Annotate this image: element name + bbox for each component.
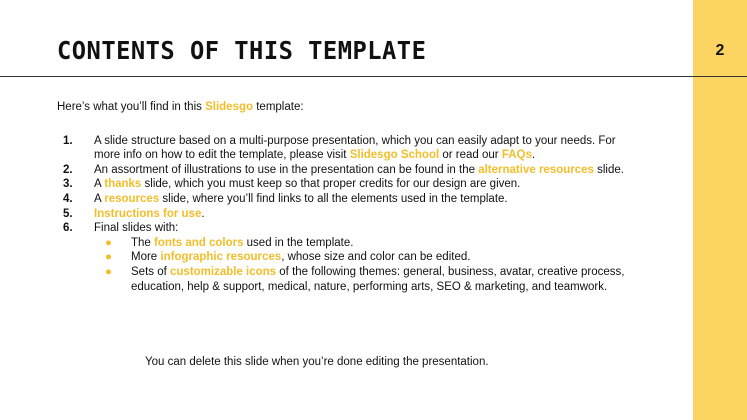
bullet-icon: ●	[105, 265, 112, 278]
intro-highlight: Slidesgo	[205, 101, 254, 113]
list-item	[57, 207, 637, 222]
sub-list-item	[94, 265, 637, 294]
page-title: CONTENTS OF THIS TEMPLATE	[57, 36, 427, 65]
highlight-link[interactable]: FAQs	[501, 149, 532, 162]
sub-list-item	[94, 250, 637, 265]
list-item-number: 6.	[63, 222, 73, 235]
intro-after: template:	[253, 101, 304, 113]
list-item-text: .	[201, 207, 205, 220]
page-number: 2	[715, 42, 725, 59]
highlight-link[interactable]: fonts and colors	[154, 236, 244, 249]
list-item-number: 1.	[63, 134, 73, 147]
list-item-text: slide, which you must keep so that proper credits for our design are given.	[141, 178, 521, 191]
sub-list-text: Sets of	[131, 265, 170, 278]
footer-note: You can delete this slide when you’re done editing the presentation.	[145, 356, 489, 368]
list-item-text: A	[94, 178, 105, 191]
sub-list	[94, 236, 637, 294]
contents-list	[57, 134, 637, 295]
contents-body	[57, 100, 637, 294]
list-item-number: 4.	[63, 192, 73, 205]
list-item	[57, 163, 637, 178]
list-item	[57, 192, 637, 207]
sub-list-text: The	[131, 236, 155, 249]
title-divider	[0, 76, 747, 77]
highlight-link[interactable]: infographic resources	[160, 251, 282, 264]
highlight-link[interactable]: Instructions for use	[94, 207, 202, 220]
list-item	[57, 221, 637, 294]
list-item-text: An assortment of illustrations to use in the presentation can be found in the	[94, 163, 479, 176]
list-item-text: A slide structure based on a multi-purpose presentation, which you can easily adapt to your needs. For more info on how to edit the template, please visit	[94, 134, 616, 162]
list-item-text: or read our	[439, 149, 502, 162]
list-item-text: slide, where you’ll find links to all the elements used in the template.	[159, 192, 508, 205]
bullet-icon: ●	[105, 251, 112, 264]
highlight-link[interactable]: alternative resources	[478, 163, 594, 176]
intro-before: Here’s what you’ll find in this	[57, 101, 206, 113]
accent-sidebar	[693, 0, 747, 420]
list-item-number: 5.	[63, 207, 73, 220]
bullet-icon: ●	[105, 236, 112, 249]
list-item-number: 3.	[63, 178, 73, 191]
list-item-text: .	[531, 149, 536, 162]
highlight-link[interactable]: Slidesgo School	[349, 149, 440, 162]
list-item-text: Final slides with:	[94, 222, 179, 235]
highlight-link[interactable]: customizable icons	[170, 265, 277, 278]
list-item	[57, 134, 637, 163]
list-item-text: slide.	[593, 163, 624, 176]
highlight-link[interactable]: thanks	[104, 178, 142, 191]
sub-list-item	[94, 236, 637, 251]
highlight-link[interactable]: resources	[104, 192, 160, 205]
list-item-text: A	[94, 192, 105, 205]
list-item-number: 2.	[63, 163, 73, 176]
sub-list-text: , whose size and color can be edited.	[281, 251, 471, 264]
list-item	[57, 177, 637, 192]
sub-list-text: used in the template.	[243, 236, 354, 249]
intro-text	[57, 100, 637, 115]
sub-list-text: More	[131, 251, 161, 264]
sub-list-text: of the following themes: general, business, avatar, creative process, education, help & support, medical, nature, performing arts, SEO & marketing, and teamwork.	[131, 265, 625, 293]
